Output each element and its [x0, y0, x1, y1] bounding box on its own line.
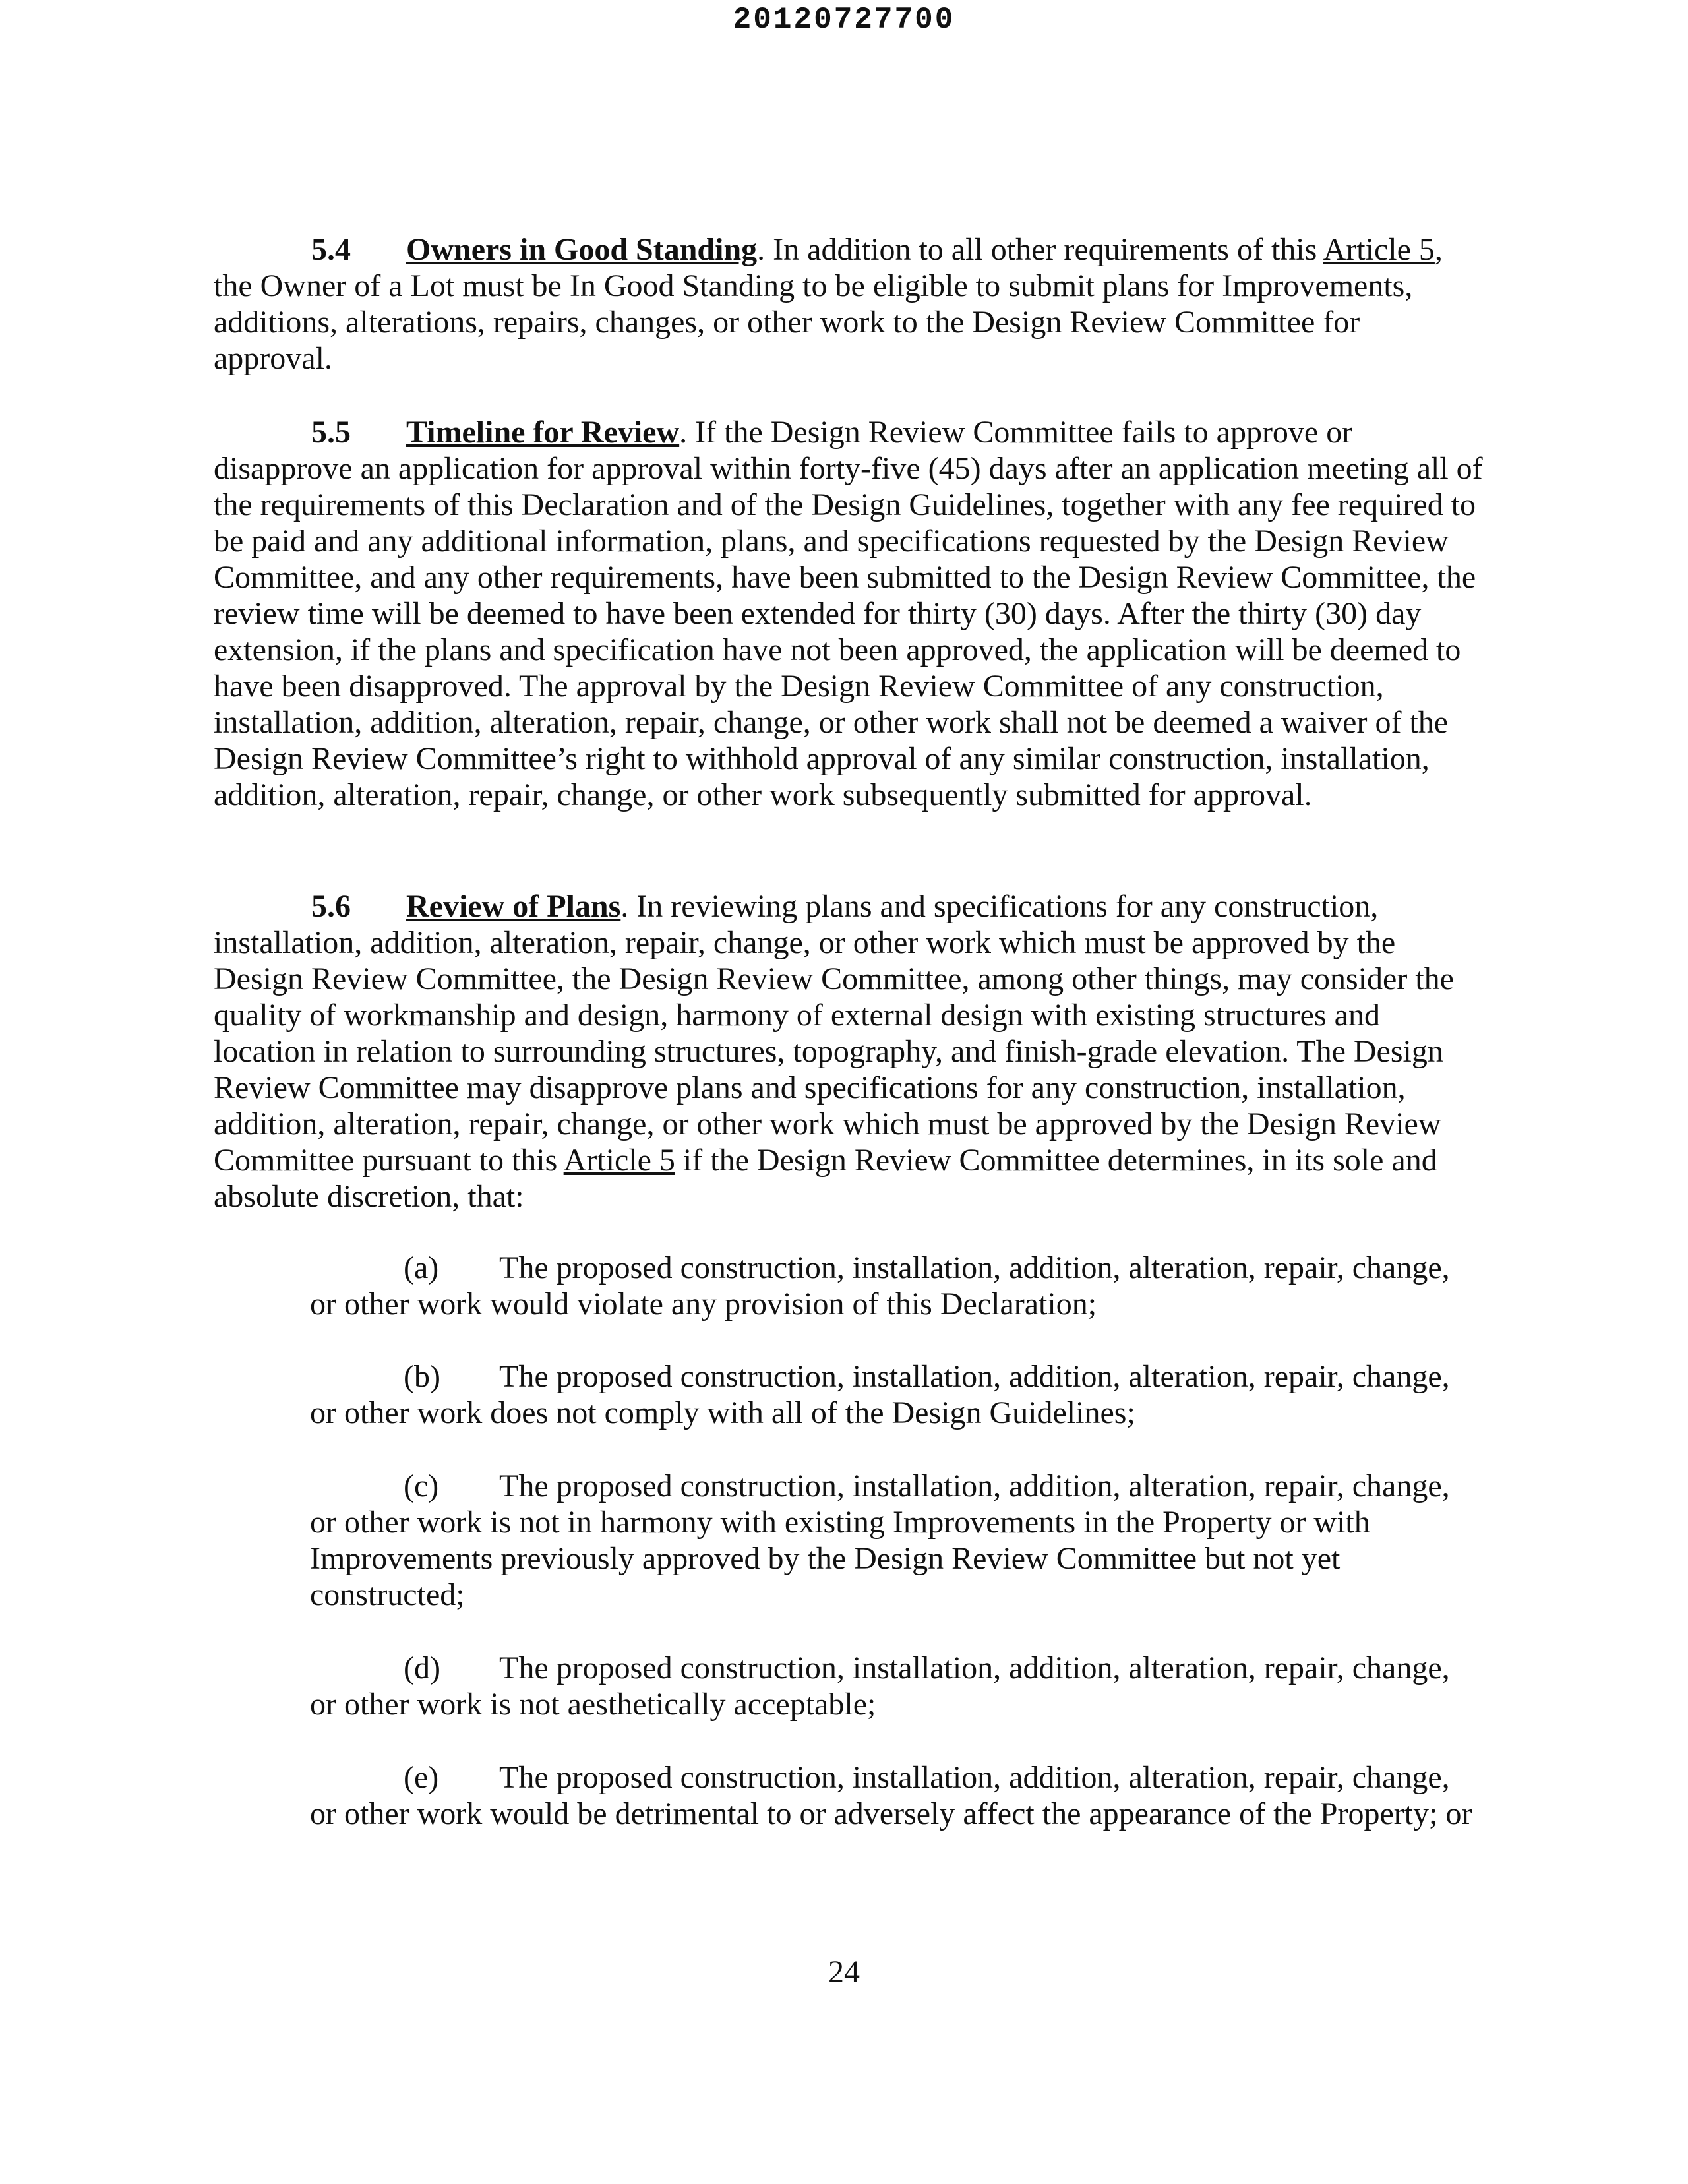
- section-text: , the Owner of a Lot must be In Good Standing to be eligible to submit plans for Improvements, additions, alterations, repairs, changes, or other work to the Design Review Committee for approval.: [214, 232, 1443, 376]
- section-number: 5.4: [311, 232, 351, 267]
- section-text: . In addition to all other requirements of this: [757, 232, 1323, 267]
- page-number: 24: [828, 1955, 860, 1989]
- list-item-d: [310, 1650, 1484, 1722]
- section-text: . If the Design Review Committee fails to approve or disapprove an application for approval within forty-five (45) days after an application meeting all of the requirements of this Declaration and of the Design Guidelines, together with any fee required to be paid and any additional information, plans, and specifications requested by the Design Review Committee, and any other requirements, have been submitted to the Design Review Committee, the review time will be deemed to have been extended for thirty (30) days. After the thirty (30) day extension, if the plans and specification have not been approved, the application will be deemed to have been disapproved. The approval by the Design Review Committee of any construction, installation, addition, alteration, repair, change, or other work shall not be deemed a waiver of the Design Review Committee’s right to withhold approval of any similar construction, installation, addition, alteration, repair, change, or other work subsequently submitted for approval.: [214, 415, 1483, 812]
- article-reference: Article 5: [1323, 232, 1435, 267]
- list-item-text: The proposed construction, installation, addition, alteration, repair, change, or other work is not in harmony with existing Improvements in the Property or with Improvements previously approved by the Design Review Committee but not yet constructed;: [310, 1469, 1450, 1612]
- list-item-e: [310, 1759, 1484, 1832]
- list-item-b: [310, 1358, 1484, 1431]
- list-item-text: The proposed construction, installation, addition, alteration, repair, change, or other work is not aesthetically acceptable;: [310, 1651, 1450, 1722]
- section-number: 5.5: [311, 415, 351, 450]
- section-text: . In reviewing plans and specifications for any construction, installation, addition, alteration, repair, change, or other work which must be approved by the Design Review Committee, the Design Review Committee, among other things, may consider the quality of workmanship and design, harmony of external design with existing structures and location in relation to surrounding structures, topography, and finish-grade elevation. The Design Review Committee may disapprove plans and specifications for any construction, installation, addition, alteration, repair, change, or other work which must be approved by the Design Review Committee pursuant to this: [214, 889, 1454, 1178]
- list-item-text: The proposed construction, installation, addition, alteration, repair, change, or other work would be detrimental to or adversely affect the appearance of the Property; or: [310, 1760, 1472, 1831]
- list-item-c: [310, 1468, 1484, 1613]
- section-text: if the Design Review Committee determines, in its sole and absolute discretion, that:: [214, 1143, 1437, 1214]
- list-item-label: (a): [404, 1250, 439, 1285]
- section-heading: Review of Plans: [406, 889, 621, 924]
- article-reference: Article 5: [563, 1143, 675, 1178]
- list-item-label: (d): [404, 1651, 440, 1685]
- section-number: 5.6: [311, 889, 351, 924]
- list-item-a: [310, 1250, 1484, 1322]
- section-heading: Owners in Good Standing: [406, 232, 758, 267]
- list-item-text: The proposed construction, installation, addition, alteration, repair, change, or other work does not comply with all of the Design Guidelines;: [310, 1359, 1450, 1430]
- list-item-label: (e): [404, 1760, 439, 1795]
- list-item-label: (b): [404, 1359, 440, 1394]
- list-item-text: The proposed construction, installation, addition, alteration, repair, change, or other work would violate any provision of this Declaration;: [310, 1250, 1450, 1321]
- section-5-5: [214, 414, 1486, 813]
- section-5-4: [214, 231, 1486, 377]
- list-item-label: (c): [404, 1469, 439, 1503]
- section-heading: Timeline for Review: [406, 415, 680, 450]
- section-5-6: [214, 888, 1486, 1215]
- document-number: 20120727700: [733, 3, 955, 37]
